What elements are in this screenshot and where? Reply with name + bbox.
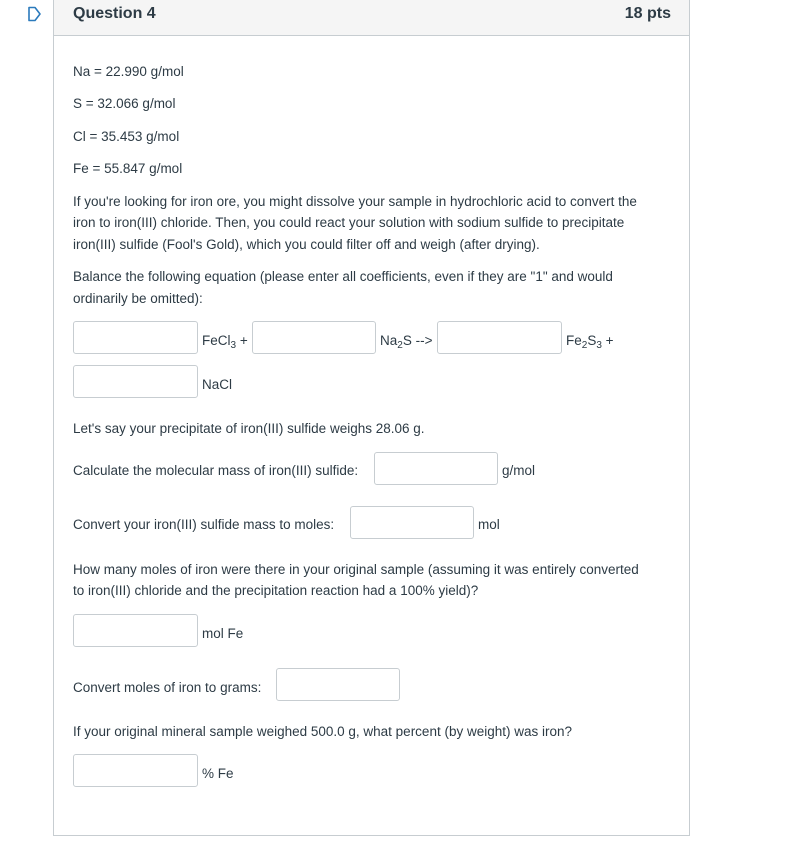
molar-mass-unit: g/mol (502, 463, 536, 478)
percent-unit: % Fe (202, 766, 234, 781)
coefficient-nacl-input[interactable] (73, 365, 198, 398)
question-card (53, 0, 690, 836)
moles-input[interactable] (350, 506, 474, 539)
balance-line-2: ordinarily be omitted): (73, 291, 203, 306)
moles-label: Convert your iron(III) sulfide mass to moles: (73, 517, 335, 532)
iron-moles-line-2: to iron(III) chloride and the precipitation reaction had a 100% yield)? (73, 583, 479, 598)
precipitate-text: Let's say your precipitate of iron(III) sulfide weighs 28.06 g. (73, 421, 425, 436)
iron-moles-unit: mol Fe (202, 626, 244, 641)
question-points: 18 pts (624, 5, 671, 22)
iron-moles-line-1: How many moles of iron were there in your original sample (assuming it was entirely converted (73, 562, 639, 577)
mass-na: Na = 22.990 g/mol (73, 64, 184, 79)
question-header (54, 0, 689, 36)
coefficient-fe2s3-input[interactable] (437, 321, 562, 354)
grams-input[interactable] (276, 668, 400, 701)
percent-question: If your original mineral sample weighed 500.0 g, what percent (by weight) was iron? (73, 724, 573, 739)
mass-s: S = 32.066 g/mol (73, 96, 176, 111)
mass-cl: Cl = 35.453 g/mol (73, 129, 180, 144)
balance-line-1: Balance the following equation (please enter all coefficients, even if they are "1" and would (73, 269, 613, 284)
intro-line-2: iron to iron(III) chloride. Then, you could react your solution with sodium sulfide to precipitate (73, 215, 625, 230)
molar-mass-input[interactable] (374, 452, 498, 485)
moles-unit: mol (478, 517, 500, 532)
coefficient-na2s-input[interactable] (252, 321, 376, 354)
formula-na2s: $Na_2S$ --> (380, 333, 433, 351)
formula-nacl: NaCl (202, 377, 233, 392)
intro-line-1: If you're looking for iron ore, you might dissolve your sample in hydrochloric acid to convert the (73, 194, 637, 209)
coefficient-fecl3-input[interactable] (73, 321, 198, 354)
iron-moles-input[interactable] (73, 614, 198, 647)
formula-fe2s3: $Fe_2S_3$ + (566, 333, 614, 351)
question-title: Question 4 (73, 5, 156, 22)
flag-question-icon[interactable] (26, 6, 42, 22)
mass-fe: Fe = 55.847 g/mol (73, 161, 183, 176)
formula-fecl3: FeCl$_3$ + (202, 333, 248, 351)
grams-label: Convert moles of iron to grams: (73, 680, 262, 695)
molar-mass-label: Calculate the molecular mass of iron(III) sulfide: (73, 463, 359, 478)
intro-line-3: iron(III) sulfide (Fool's Gold), which you could filter off and weigh (after drying). (73, 237, 540, 252)
percent-input[interactable] (73, 754, 198, 787)
